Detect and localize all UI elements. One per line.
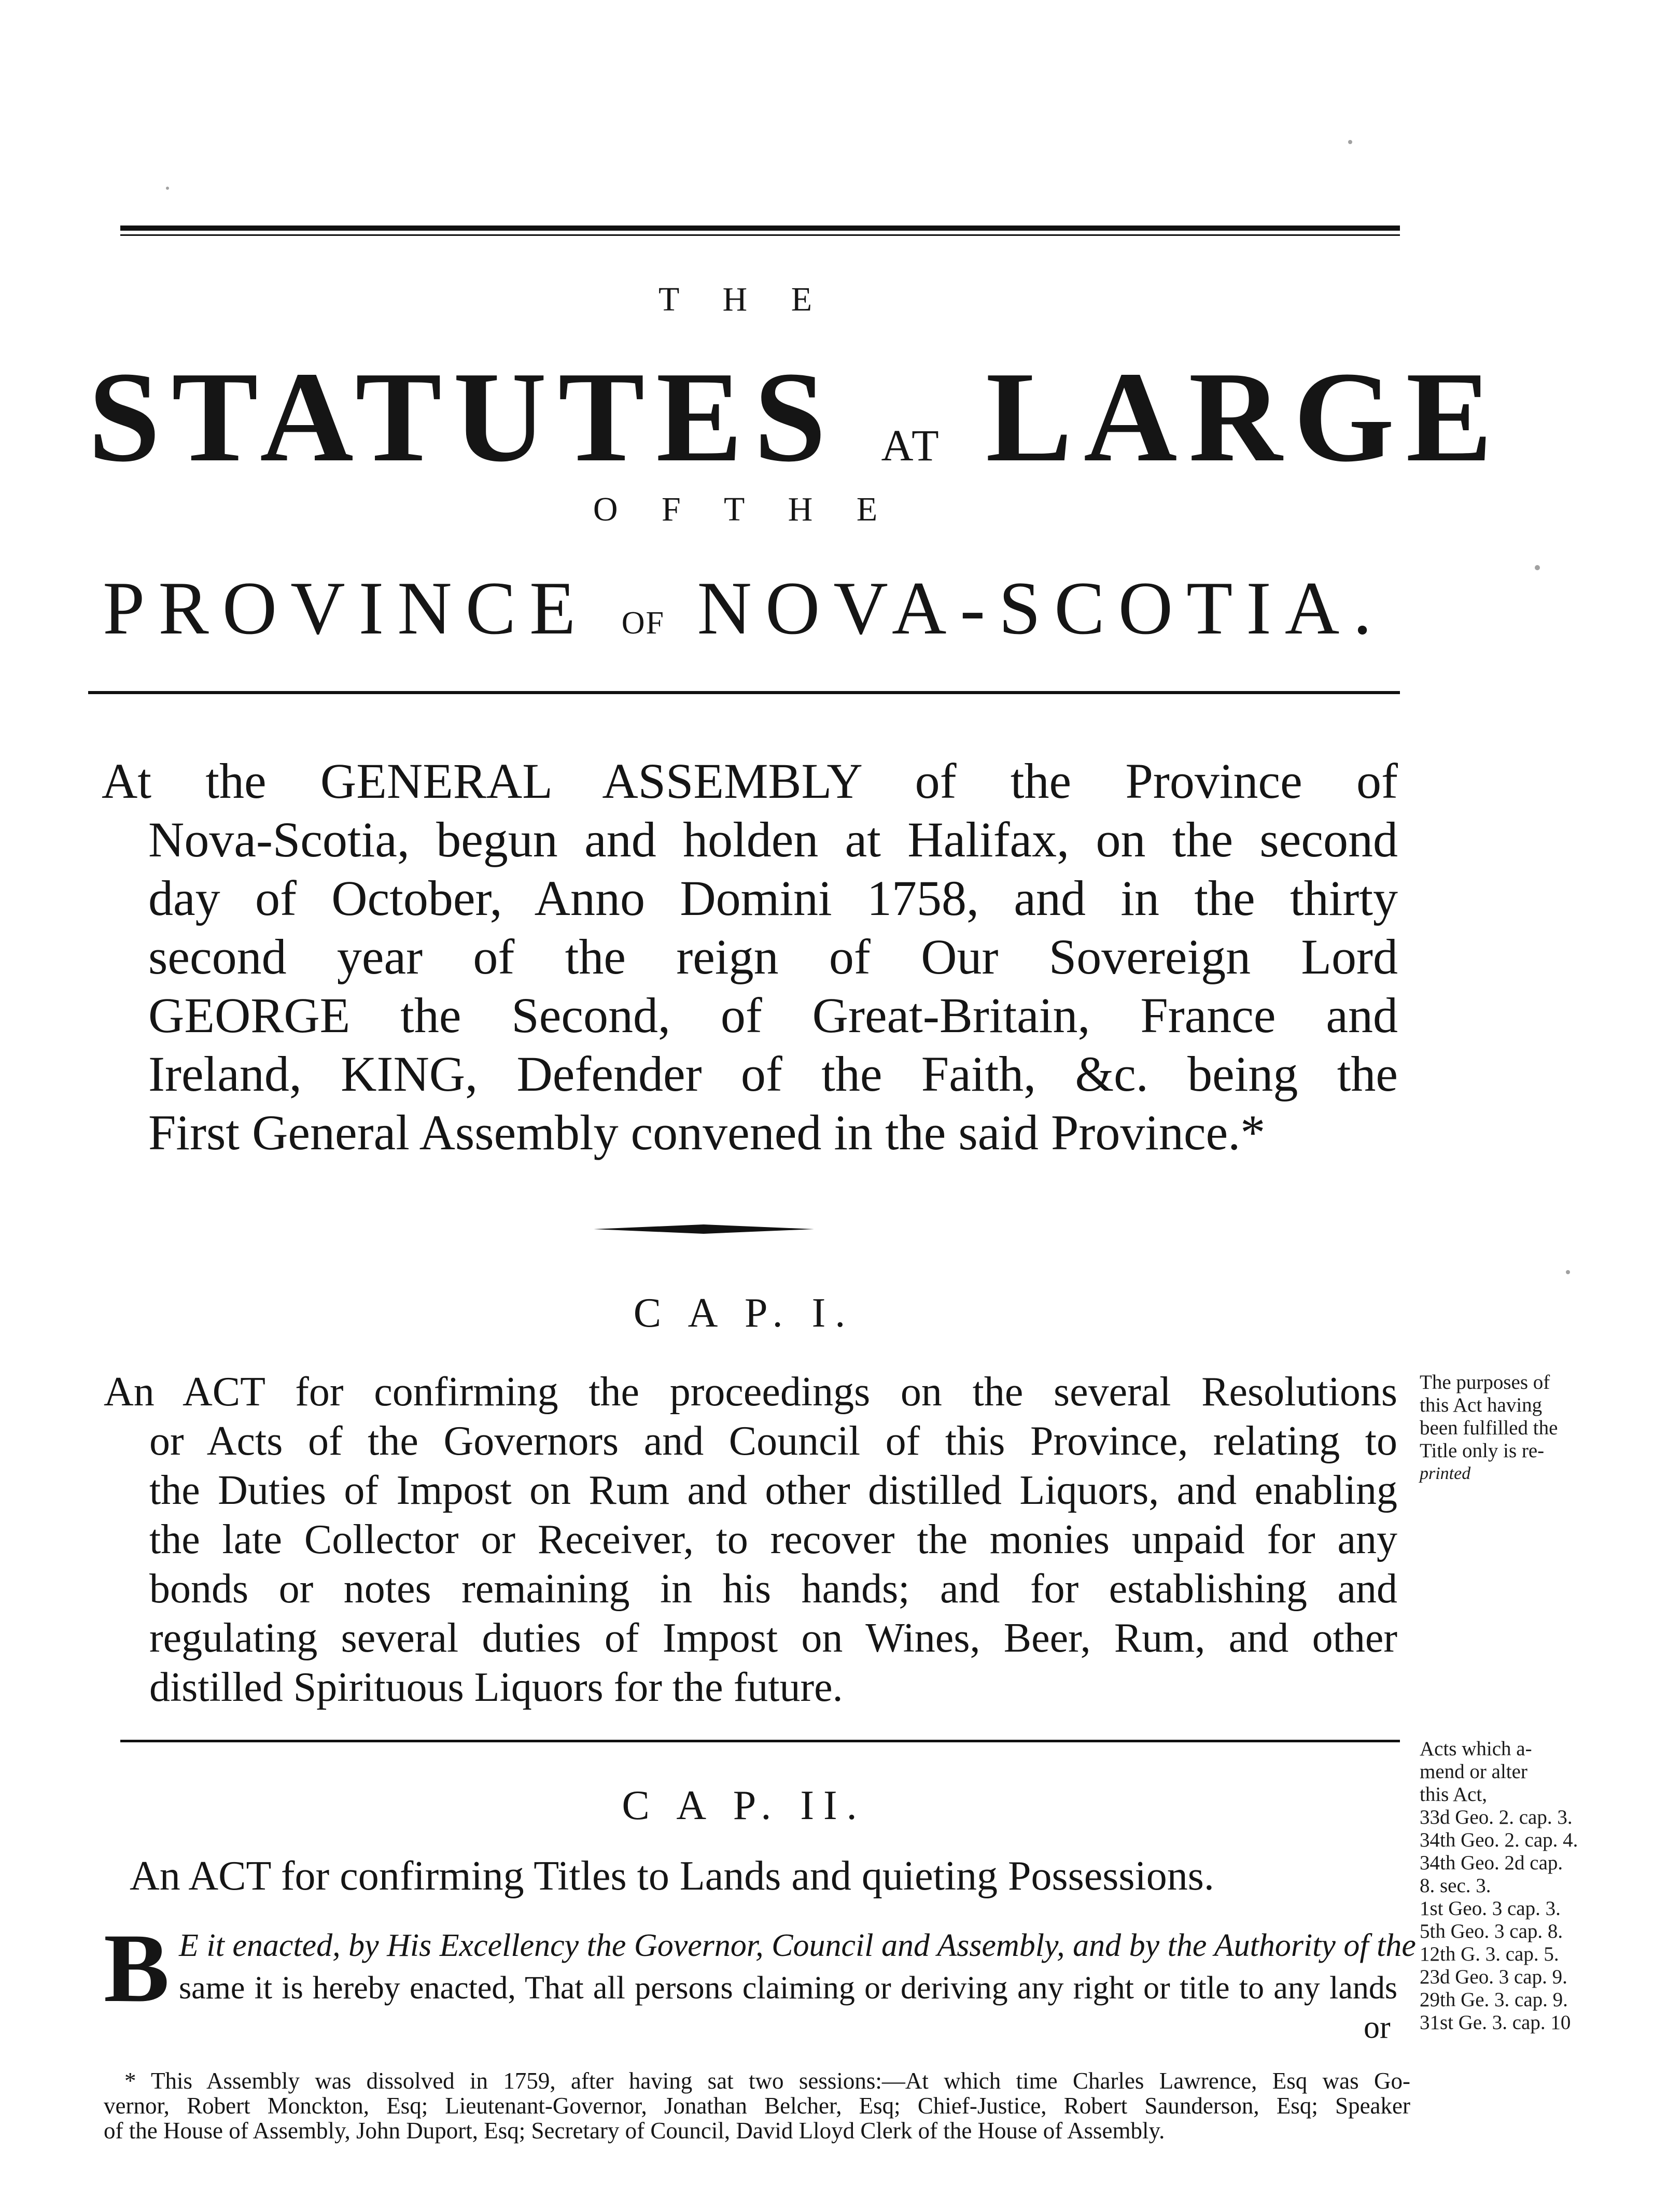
margin-note-line: 33d Geo. 2. cap. 3. [1420,1806,1573,1828]
title-at: AT [881,420,942,470]
footnote-line: vernor, Robert Monckton, Esq; Lieutenant-Governor, Jonathan Belcher, Esq; Chief-Justice, Robert Saunderson, Esq; Speaker [104,2093,1410,2119]
of-the-heading: O F T H E [593,490,895,528]
top-rule-thin [120,234,1400,236]
province-of: OF [621,605,665,641]
cap-1-title-line: An ACT for confirming the proceedings on the several Resolutions [104,1369,1397,1415]
margin-note-line: Acts which a- [1420,1738,1532,1760]
title-statutes: STATUTES [88,345,838,489]
margin-note-line: 8. sec. 3. [1420,1875,1491,1897]
margin-note-line: The purposes of [1420,1371,1550,1393]
main-title [88,345,1504,489]
margin-note-line: been fulfilled the [1420,1417,1558,1439]
cap-1-title [104,1368,1397,1712]
cap-1-title-line: bonds or notes remaining in his hands; and for establishing and [149,1566,1397,1612]
preamble-line: First General Assembly convened in the said Province.* [148,1105,1266,1160]
preamble-line: Ireland, KING, Defender of the Faith, &c. being the [148,1046,1398,1102]
margin-note-line: this Act having [1420,1394,1543,1416]
margin-note-handwritten: printed [1420,1464,1471,1483]
cap-2-title: An ACT for confirming Titles to Lands and quieting Possessions. [130,1853,1214,1899]
margin-note-line: 12th G. 3. cap. 5. [1420,1943,1559,1965]
margin-note-line: 34th Geo. 2. cap. 4. [1420,1829,1578,1851]
margin-note-line: Title only is re- [1420,1440,1545,1462]
preamble-line: day of October, Anno Domini 1758, and in the thirty [148,870,1398,926]
margin-note-line: 23d Geo. 3 cap. 9. [1420,1966,1567,1988]
cap-2-body-line-3: or [1364,2010,1391,2045]
margin-note-line: 31st Ge. 3. cap. 10 [1420,2011,1571,2034]
province-title [88,566,1400,650]
preamble-line: second year of the reign of Our Sovereign Lord [148,929,1398,984]
cap-1-heading: C A P. I. [633,1290,855,1336]
footnote-line: of the House of Assembly, John Duport, Esq; Secretary of Council, David Lloyd Clerk of the House of Assembly. [104,2118,1165,2144]
scan-speck [166,187,169,190]
scan-speck [1535,565,1540,570]
cap-2-body-line-1: E it enacted, by His Excellency the Governor, Council and Assembly, and by the Authority of the [179,1928,1416,1963]
scan-speck [1348,140,1352,144]
province-name: NOVA-SCOTIA. [697,566,1385,650]
ornament-rule [594,1224,814,1234]
drop-cap: B [104,1914,170,2023]
margin-note-line: this Act, [1420,1783,1488,1806]
title-rule [88,691,1400,694]
preamble-line: Nova-Scotia, begun and holden at Halifax, on the second [148,812,1398,867]
margin-note-line: 1st Geo. 3 cap. 3. [1420,1897,1561,1920]
footnote-line: * This Assembly was dissolved in 1759, after having sat two sessions:—At which time Charles Lawrence, Esq was Go- [124,2068,1410,2094]
margin-note-line: 5th Geo. 3 cap. 8. [1420,1920,1563,1942]
cap-2-body-line-2: same it is hereby enacted, That all persons claiming or deriving any right or title to any lands [179,1970,1397,2006]
preamble-line: At the GENERAL ASSEMBLY of the Province of [102,753,1398,809]
margin-note-line: 34th Geo. 2d cap. [1420,1852,1563,1874]
preamble [102,752,1398,1162]
cap-1-title-line: distilled Spirituous Liquors for the future. [149,1665,843,1710]
cap-1-title-line: the late Collector or Receiver, to recover the monies unpaid for any [149,1517,1397,1562]
scan-speck [1566,1270,1570,1274]
the-heading: T H E [658,280,830,318]
cap-2-margin-note [1420,1738,1578,2034]
cap-1-title-line: or Acts of the Governors and Council of this Province, relating to [149,1418,1397,1464]
preamble-line: GEORGE the Second, of Great-Britain, France and [148,988,1398,1043]
margin-note-line: 29th Ge. 3. cap. 9. [1420,1989,1568,2011]
top-rule-thick [120,226,1400,231]
cap-rule [120,1740,1400,1742]
cap-1-margin-note [1420,1371,1558,1485]
footnote [104,2068,1410,2143]
cap-1-title-line: the Duties of Impost on Rum and other distilled Liquors, and enabling [149,1468,1397,1513]
title-large: LARGE [986,345,1504,489]
cap-1-title-line: regulating several duties of Impost on Wines, Beer, Rum, and other [149,1615,1397,1661]
cap-2-heading: C A P. II. [622,1783,866,1828]
province-word: PROVINCE [103,566,590,650]
margin-note-line: mend or alter [1420,1760,1527,1783]
